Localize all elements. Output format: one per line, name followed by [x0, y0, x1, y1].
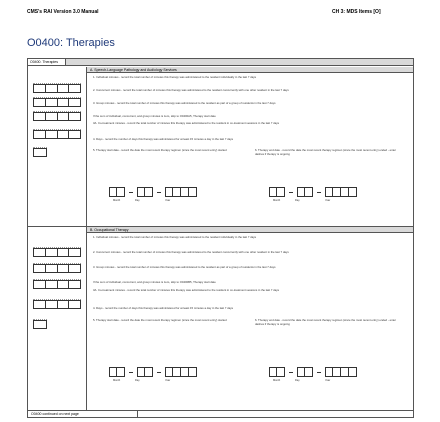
date-caption-year: Year: [325, 199, 331, 202]
page-title: O0400: Therapies: [27, 37, 115, 49]
group-minutes-box[interactable]: [33, 109, 81, 121]
days-box[interactable]: [33, 317, 47, 329]
date-caption-day: Day: [295, 379, 300, 382]
item-concurrent: 2. Concurrent minutes - record the total number of minutes this therapy was administered to the resident concurrently with one other resident in the last 7 days: [93, 88, 289, 92]
date-caption-month: Month: [273, 379, 281, 382]
item-skip-note: If the sum of individual, concurrent, and group minutes is zero, skip to O0400A5, Therapy start date: [93, 114, 216, 118]
item-end-date: 6. Therapy end date - record the date the most recent therapy regimen (since the most recent entry) ended - enter dashes if therapy is ongoing: [255, 318, 396, 326]
date-caption-month: Month: [273, 199, 281, 202]
date-caption-day: Day: [295, 199, 300, 202]
chapter-header: CH 3: MDS Items [O]: [332, 9, 381, 15]
item-start-date: 5. Therapy start date - record the date the most recent therapy regimen (since the most recent entry) started: [93, 318, 227, 322]
item-concurrent: 2. Concurrent minutes - record the total number of minutes this therapy was administered to the resident concurrently with one other resident in the last 7 days: [93, 250, 289, 254]
item-co-treatment: 3A. Co-treatment minutes - record the total number of minutes this therapy was administered to the resident in co-treatment sessions in the last 7 days: [93, 121, 280, 125]
date-caption-year: Year: [165, 379, 171, 382]
end-date-field[interactable]: [269, 367, 357, 377]
item-start-date: 5. Therapy start date - record the date the most recent therapy regimen (since the most recent entry) started: [93, 148, 227, 152]
days-box[interactable]: [33, 145, 47, 157]
continued-note: O0400 continued on next page: [28, 410, 138, 417]
concurrent-minutes-box[interactable]: [33, 261, 81, 273]
section-heading: A. Speech-Language Pathology and Audiology Services: [87, 67, 413, 73]
date-caption-year: Year: [325, 379, 331, 382]
item-individual: 1. Individual minutes - record the total number of minutes this therapy was administered to the resident individually in the last 7 days: [93, 235, 257, 239]
individual-minutes-box[interactable]: [33, 81, 81, 93]
co-treatment-minutes-box[interactable]: [33, 297, 81, 309]
group-minutes-box[interactable]: [33, 277, 81, 289]
instructions-column: [87, 227, 413, 410]
instructions-column: [87, 67, 413, 226]
start-date-field[interactable]: [109, 367, 197, 377]
start-date-field[interactable]: [109, 187, 197, 197]
concurrent-minutes-box[interactable]: [33, 95, 81, 107]
item-days: 4. Days - record the number of days this therapy was administered for at least 15 minutes a day in the last 7 days: [93, 137, 234, 141]
date-caption-month: Month: [113, 379, 121, 382]
therapies-form: [27, 58, 414, 418]
individual-minutes-box[interactable]: [33, 245, 81, 257]
item-co-treatment: 3A. Co-treatment minutes - record the total number of minutes this therapy was administered to the resident in co-treatment sessions in the last 7 days: [93, 288, 280, 292]
date-caption-day: Day: [135, 379, 140, 382]
code-column: [28, 67, 87, 226]
item-individual: 1. Individual minutes - record the total number of minutes this therapy was administered to the resident individually in the last 7 days: [93, 75, 257, 79]
date-caption-year: Year: [165, 199, 171, 202]
section-occupational-therapy: [28, 227, 413, 411]
item-group: 3. Group minutes - record the total number of minutes this therapy was administered to the resident as part of a group of residents in the last 7 days: [93, 265, 276, 269]
date-caption-day: Day: [135, 199, 140, 202]
item-days: 4. Days - record the number of days this therapy was administered for at least 15 minutes a day in the last 7 days: [93, 306, 234, 310]
item-end-date: 6. Therapy end date - record the date the most recent therapy regimen (since the most recent entry) ended - enter dashes if therapy is ongoing: [255, 148, 396, 156]
item-skip-note: If the sum of individual, concurrent, and group minutes is zero, skip to O0400B5, Therapy start date: [93, 280, 216, 284]
section-speech-language: [28, 67, 413, 227]
code-column: [28, 227, 87, 410]
manual-version-header: CMS's RAI Version 3.0 Manual: [27, 9, 99, 15]
item-group: 3. Group minutes - record the total number of minutes this therapy was administered to the resident as part of a group of residents in the last 7 days: [93, 101, 276, 105]
end-date-field[interactable]: [269, 187, 357, 197]
form-label-bar: [28, 59, 413, 66]
section-heading: B. Occupational Therapy: [87, 227, 413, 233]
co-treatment-minutes-box[interactable]: [33, 127, 81, 139]
date-caption-month: Month: [113, 199, 121, 202]
form-label: O0400. Therapies: [28, 59, 66, 65]
